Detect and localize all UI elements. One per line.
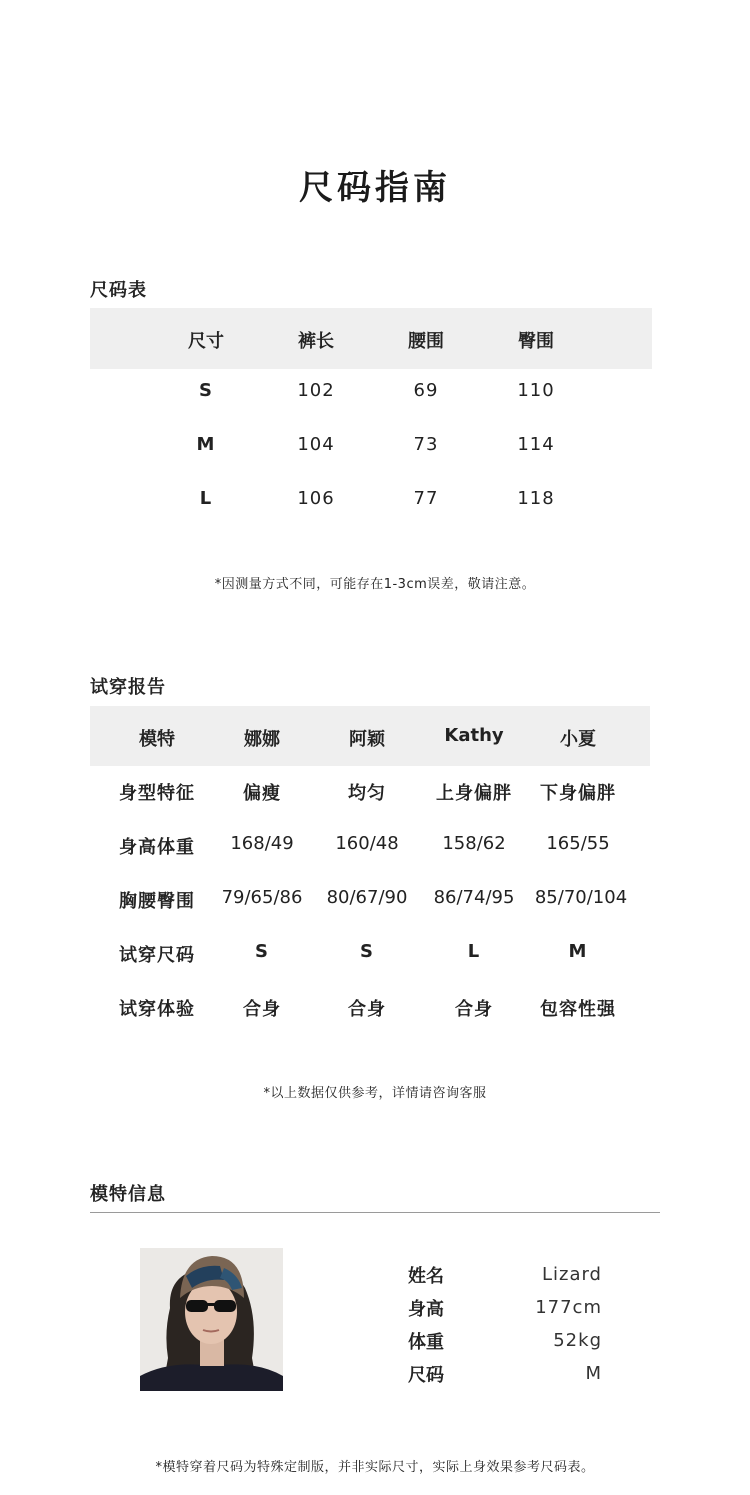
size-chart-note: *因测量方式不同，可能存在1-3cm误差，敬请注意。 <box>214 577 536 592</box>
table-cell: 包容性强 <box>540 999 616 1020</box>
table-cell: 偏瘦 <box>243 783 281 804</box>
model-info-label: 模特信息 <box>90 1184 166 1205</box>
size-cell: M <box>196 434 216 455</box>
table-cell: S <box>255 941 269 962</box>
table-cell: 158/62 <box>442 833 506 854</box>
section-divider <box>90 1212 660 1213</box>
waist-cell: 73 <box>413 434 439 455</box>
table-cell: 均匀 <box>348 783 386 804</box>
row-label: 身型特征 <box>119 783 195 804</box>
fit-report-body <box>90 779 650 1029</box>
page-title: 尺码指南 <box>299 168 451 208</box>
size-chart-header <box>90 308 652 369</box>
fit-report-header <box>90 706 650 766</box>
model-info-list <box>0 1262 750 1392</box>
size-chart-header-cell: 臀围 <box>518 331 554 352</box>
info-label: 姓名 <box>408 1266 444 1287</box>
table-cell: 165/55 <box>546 833 610 854</box>
info-label: 尺码 <box>408 1365 444 1386</box>
table-cell: 85/70/104 <box>534 887 628 908</box>
info-value: M <box>585 1363 602 1384</box>
hip-cell: 114 <box>517 434 555 455</box>
fit-report-header-cell: 阿颖 <box>349 729 385 750</box>
fit-report-header-cell: 模特 <box>139 729 175 750</box>
table-cell: 86/74/95 <box>433 887 515 908</box>
info-value: 177cm <box>535 1297 602 1318</box>
table-cell: M <box>568 941 588 962</box>
length-cell: 106 <box>297 488 335 509</box>
waist-cell: 77 <box>413 488 439 509</box>
table-cell: 上身偏胖 <box>436 783 512 804</box>
info-label: 体重 <box>408 1332 444 1353</box>
table-cell: 合身 <box>243 999 281 1020</box>
row-label: 试穿体验 <box>119 999 195 1020</box>
size-chart-header-cell: 裤长 <box>298 331 334 352</box>
table-cell: 合身 <box>455 999 493 1020</box>
table-cell: 80/67/90 <box>326 887 408 908</box>
info-value: Lizard <box>541 1264 602 1285</box>
size-chart-header-cell: 尺寸 <box>188 331 224 352</box>
size-chart-label: 尺码表 <box>90 280 147 301</box>
info-value: 52kg <box>553 1330 602 1351</box>
length-cell: 104 <box>297 434 335 455</box>
info-label: 身高 <box>408 1299 444 1320</box>
size-chart-body <box>90 380 652 540</box>
table-cell: 168/49 <box>230 833 294 854</box>
length-cell: 102 <box>297 380 335 401</box>
fit-report-header-cell: 小夏 <box>560 729 596 750</box>
fit-report-note: *以上数据仅供参考，详情请咨询客服 <box>263 1086 487 1101</box>
hip-cell: 110 <box>517 380 555 401</box>
size-cell: L <box>199 488 213 509</box>
waist-cell: 69 <box>413 380 439 401</box>
hip-cell: 118 <box>517 488 555 509</box>
row-label: 试穿尺码 <box>119 945 195 966</box>
row-label: 身高体重 <box>119 837 195 858</box>
table-cell: S <box>360 941 374 962</box>
fit-report-header-cell: Kathy <box>444 725 504 746</box>
size-cell: S <box>199 380 213 401</box>
table-cell: 79/65/86 <box>221 887 303 908</box>
table-cell: 160/48 <box>335 833 399 854</box>
size-chart-header-cell: 腰围 <box>408 331 444 352</box>
table-cell: L <box>467 941 481 962</box>
fit-report-label: 试穿报告 <box>90 677 166 698</box>
table-cell: 下身偏胖 <box>540 783 616 804</box>
fit-report-header-cell: 娜娜 <box>244 729 280 750</box>
model-info-note: *模特穿着尺码为特殊定制版，并非实际尺寸，实际上身效果参考尺码表。 <box>155 1460 595 1475</box>
table-cell: 合身 <box>348 999 386 1020</box>
row-label: 胸腰臀围 <box>119 891 195 912</box>
